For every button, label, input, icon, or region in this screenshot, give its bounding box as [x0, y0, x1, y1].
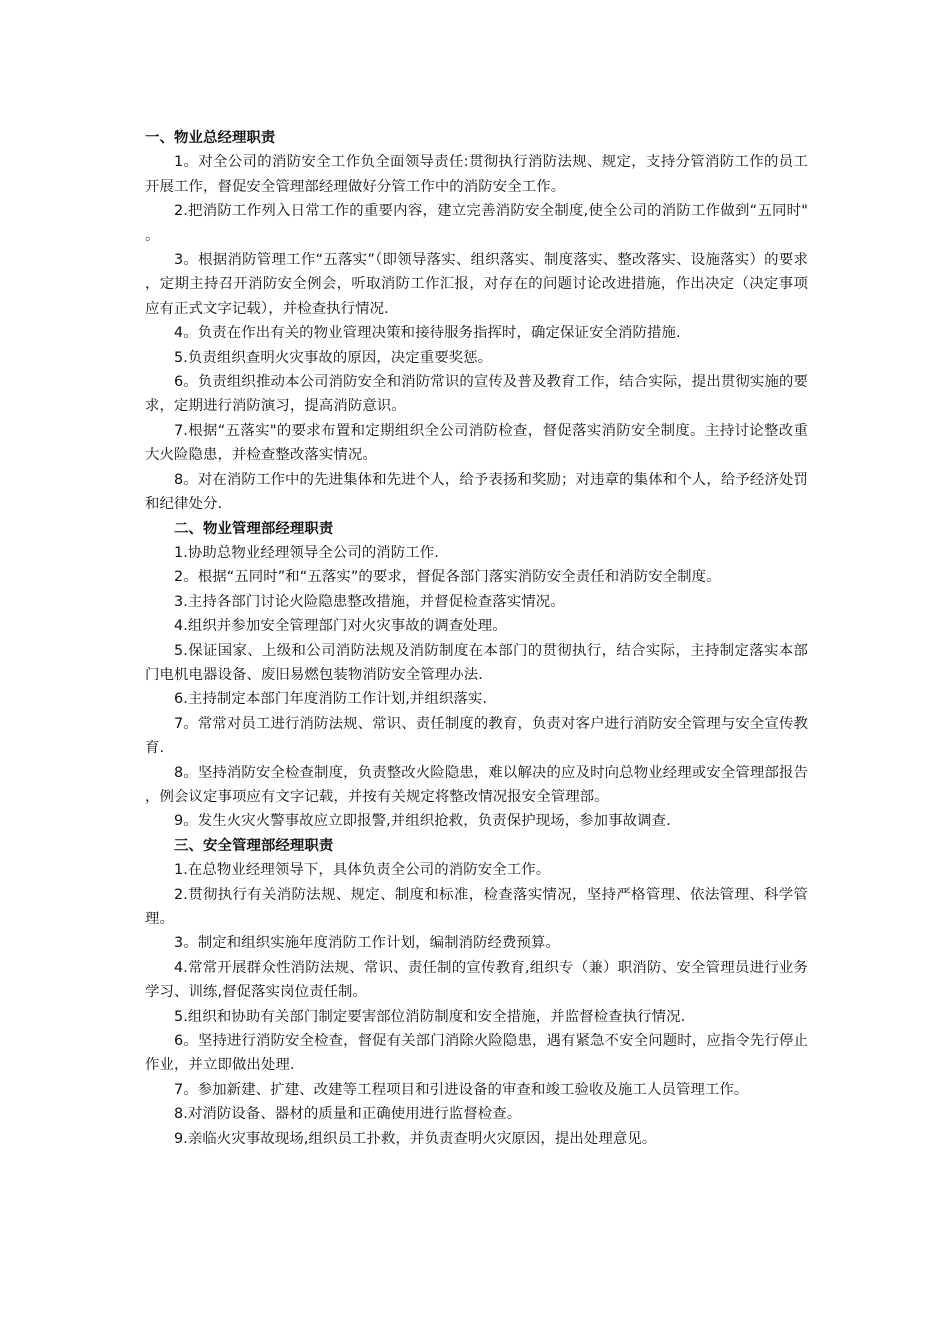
section-heading: 三、安全管理部经理职责 — [174, 837, 334, 854]
paragraph: 1.协助总物业经理领导全公司的消防工作. — [174, 544, 439, 561]
paragraph: 5.组织和协助有关部门制定要害部位消防制度和安全措施，并监督检查执行情况. — [174, 1008, 686, 1025]
document-body — [145, 126, 808, 1151]
paragraph: 2.贯彻执行有关消防法规、规定、制度和标准，检查落实情况，坚持严格管理、依法管理、科学管理。 — [145, 886, 808, 927]
paragraph: 2.把消防工作列入日常工作的重要内容，建立完善消防安全制度,使全公司的消防工作做到“五同时"。 — [145, 203, 808, 244]
paragraph: 1。对全公司的消防安全工作负全面领导责任:贯彻执行消防法规、规定，支持分管消防工作的员工开展工作，督促安全管理部经理做好分管工作中的消防安全工作。 — [145, 154, 808, 195]
paragraph: 9。发生火灾火警事故应立即报警,并组织抢救，负责保护现场，参加事故调查. — [174, 813, 671, 830]
paragraph: 1.在总物业经理领导下，具体负责全公司的消防安全工作。 — [174, 862, 551, 879]
paragraph: 8。坚持消防安全检查制度，负责整改火险隐患，难以解决的应及时向总物业经理或安全管理部报告，例会议定事项应有文字记载，并按有关规定将整改情况报安全管理部。 — [145, 764, 808, 805]
paragraph: 6。坚持进行消防安全检查，督促有关部门消除火险隐患，遇有紧急不安全问题时，应指令先行停止作业，并立即做出处理. — [145, 1033, 808, 1074]
paragraph: 4。负责在作出有关的物业管理决策和接待服务指挥时，确定保证安全消防措施. — [174, 325, 681, 342]
paragraph: 5.保证国家、上级和公司消防法规及消防制度在本部门的贯彻执行，结合实际，主持制定落实本部门电机电器设备、废旧易燃包装物消防安全管理办法. — [145, 642, 808, 683]
paragraph: 8.对消防设备、器材的质量和正确使用进行监督检查。 — [174, 1106, 522, 1123]
section-heading: 二、物业管理部经理职责 — [174, 520, 334, 537]
paragraph: 4.组织并参加安全管理部门对火灾事故的调查处理。 — [174, 618, 507, 635]
section-heading: 一、物业总经理职责 — [145, 130, 276, 146]
paragraph: 3。根据消防管理工作“五落实”（即领导落实、组织落实、制度落实、整改落实、设施落实）的要求，定期主持召开消防安全例会，听取消防工作汇报，对存在的问题讨论改进措施，作出决定（决定事项应有正式文字记载），并检查执行情况. — [145, 252, 808, 317]
paragraph: 3.主持各部门讨论火险隐患整改措施，并督促检查落实情况。 — [174, 593, 565, 610]
paragraph: 6.主持制定本部门年度消防工作计划,并组织落实. — [174, 691, 488, 708]
paragraph: 5.负责组织查明火灾事故的原因，决定重要奖惩。 — [174, 349, 493, 366]
paragraph: 3。制定和组织实施年度消防工作计划，编制消防经费预算。 — [174, 935, 561, 952]
paragraph: 7。常常对员工进行消防法规、常识、责任制度的教育，负责对客户进行消防安全管理与安全宣传教育. — [145, 715, 808, 757]
paragraph: 2。根据“五同时”和“五落实”的要求，督促各部门落实消防安全责任和消防安全制度。 — [174, 569, 721, 586]
paragraph: 7.根据“五落实"的要求布置和定期组织全公司消防检查，督促落实消防安全制度。主持讨论整改重大火险隐患，并检查整改落实情况。 — [145, 422, 808, 464]
paragraph: 6。负责组织推动本公司消防安全和消防常识的宣传及普及教育工作，结合实际，提出贯彻实施的要求，定期进行消防演习，提高消防意识。 — [145, 374, 808, 415]
paragraph: 8。对在消防工作中的先进集体和先进个人，给予表扬和奖励；对违章的集体和个人，给予经济处罚和纪律处分. — [145, 471, 808, 513]
paragraph: 7。参加新建、扩建、改建等工程项目和引进设备的审查和竣工验收及施工人员管理工作。 — [174, 1081, 749, 1098]
paragraph: 4.常常开展群众性消防法规、常识、责任制的宣传教育,组织专（兼）职消防、安全管理员进行业务学习、训练,督促落实岗位责任制。 — [145, 959, 808, 1001]
paragraph: 9.亲临火灾事故现场,组织员工扑救，并负责查明火灾原因，提出处理意见。 — [174, 1130, 657, 1147]
